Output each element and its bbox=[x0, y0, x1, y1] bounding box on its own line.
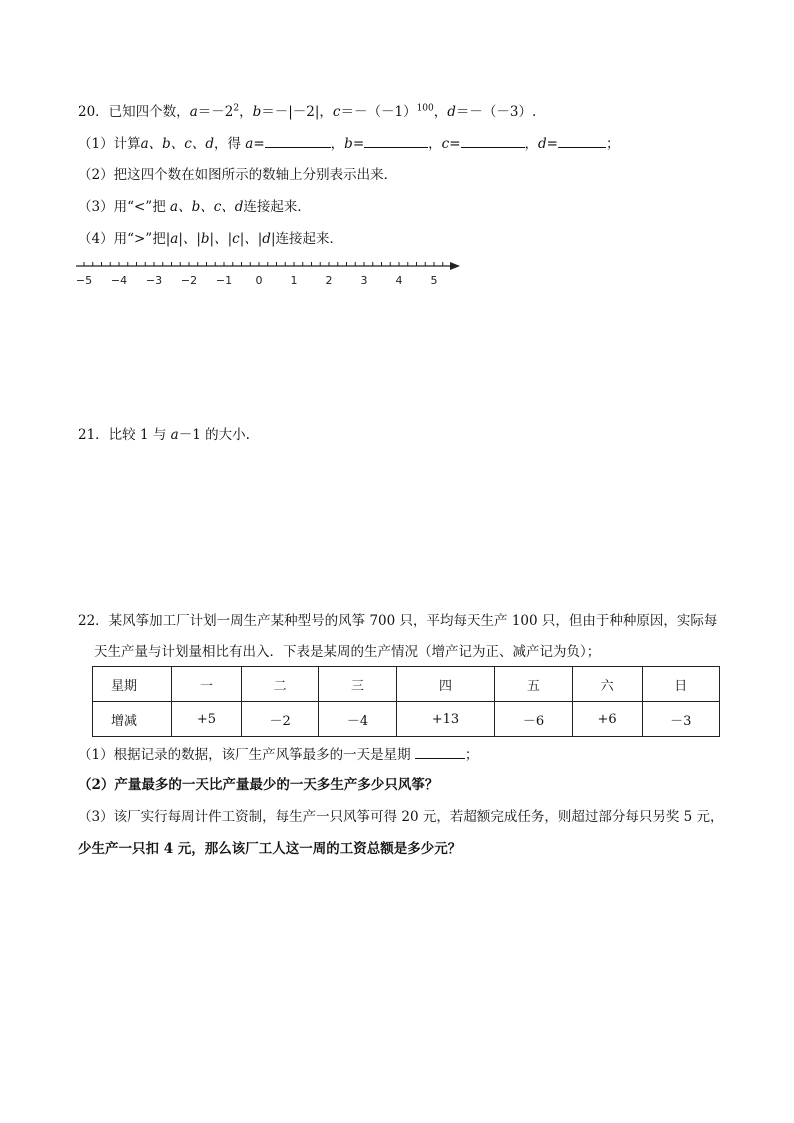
table-cell: +6 bbox=[572, 702, 642, 737]
var-c: c bbox=[441, 136, 450, 152]
q20-statement bbox=[78, 103, 536, 121]
q21-statement bbox=[78, 426, 250, 444]
table-header-cell: 日 bbox=[642, 667, 719, 702]
number-line-label: −1 bbox=[215, 274, 233, 287]
number-line-label: −2 bbox=[180, 274, 198, 287]
q20-p3-suffix: 连接起来． bbox=[243, 199, 311, 215]
comma: ， bbox=[433, 104, 448, 120]
q20-part4 bbox=[78, 230, 343, 248]
table-cell: 增减 bbox=[93, 702, 172, 737]
q22-part3-line1: （3）该厂实行每周计件工资制，每生产一只风筝可得 20 元，若超额完成任务，则超过部分每只另奖 5 元， bbox=[78, 809, 724, 825]
production-table bbox=[92, 666, 720, 737]
comma: ， bbox=[239, 104, 253, 120]
q22-line2: 天生产量与计划量相比有出入．下表是某周的生产情况（增产记为正、减产记为负）； bbox=[94, 644, 601, 660]
number-line-label: 0 bbox=[255, 274, 263, 287]
answer-blank-d[interactable] bbox=[558, 134, 606, 148]
table-header-cell: 四 bbox=[396, 667, 495, 702]
var-a: a bbox=[245, 136, 254, 152]
number-line-label: 2 bbox=[325, 274, 333, 287]
table-header-cell: 三 bbox=[319, 667, 396, 702]
table-cell: －6 bbox=[495, 702, 572, 737]
number-line-label: 5 bbox=[430, 274, 438, 287]
a-exponent: 2 bbox=[233, 103, 240, 114]
c-definition: ＝－（－1） bbox=[340, 104, 417, 120]
var-a: a bbox=[189, 104, 198, 120]
c-exponent: 100 bbox=[416, 103, 434, 114]
number-line-label: −5 bbox=[75, 274, 93, 287]
q20-part2: （2）把这四个数在如图所示的数轴上分别表示出来． bbox=[78, 167, 398, 183]
d-definition: ＝－（－3）. bbox=[455, 104, 537, 120]
number-line-label: 4 bbox=[395, 274, 403, 287]
q20-p1-mid: ，得 bbox=[214, 136, 241, 152]
q22-part3-line2: 少生产一只扣 4 元，那么该厂工人这一周的工资总额是多少元？ bbox=[78, 841, 462, 857]
q20-intro: 20．已知四个数， bbox=[78, 104, 190, 120]
q20-p1-vars: a、b、c、d bbox=[140, 136, 214, 152]
table-cell: －2 bbox=[242, 702, 319, 737]
q22-part2: （2）产量最多的一天比产量最少的一天多生产多少只风筝？ bbox=[78, 777, 439, 793]
table-cell: +5 bbox=[172, 702, 242, 737]
q21-prefix: 21．比较 1 与 bbox=[78, 427, 167, 443]
b-definition: ＝－|－2|， bbox=[261, 104, 333, 120]
var-d: d bbox=[447, 104, 456, 120]
q22-line1: 22．某风筝加工厂计划一周生产某种型号的风筝 700 只，平均每天生产 100 只，但由于种种原因，实际每 bbox=[78, 613, 718, 629]
q20-p4-prefix: （4）用“>”把 bbox=[78, 231, 166, 247]
table-header-cell: 二 bbox=[242, 667, 319, 702]
q22-p1-text: （1）根据记录的数据，该厂生产风筝最多的一天是星期 bbox=[78, 747, 411, 763]
q22-p1-end: ； bbox=[464, 747, 479, 763]
var-c: c bbox=[332, 104, 341, 120]
answer-blank-c[interactable] bbox=[461, 134, 525, 148]
number-line-label: −3 bbox=[145, 274, 163, 287]
q20-part3 bbox=[78, 198, 311, 216]
var-b: b bbox=[252, 104, 262, 120]
answer-blank-b[interactable] bbox=[364, 134, 428, 148]
answer-blank-weekday[interactable] bbox=[415, 745, 465, 759]
table-header-cell: 一 bbox=[172, 667, 242, 702]
number-line-label: 1 bbox=[290, 274, 298, 287]
q20-p1-prefix: （1）计算 bbox=[78, 136, 141, 152]
number-line-arrow-icon bbox=[450, 262, 460, 270]
table-cell: +13 bbox=[396, 702, 495, 737]
q22-part1 bbox=[78, 745, 478, 764]
number-line-label: −4 bbox=[110, 274, 128, 287]
q20-p3-vars: a、b、c、d bbox=[170, 199, 244, 215]
q20-p4-suffix: 连接起来． bbox=[275, 231, 343, 247]
table-header-cell: 五 bbox=[495, 667, 572, 702]
var-b: b bbox=[344, 136, 353, 152]
a-definition: ＝－2 bbox=[197, 104, 234, 120]
table-cell: －4 bbox=[319, 702, 396, 737]
var-d: d bbox=[538, 136, 547, 152]
number-line bbox=[70, 256, 470, 296]
table-header-cell: 六 bbox=[572, 667, 642, 702]
q21-var-a: a bbox=[170, 427, 179, 443]
q20-part1: （1）计算a、b、c、d，得 a= ，b= ，c= ，d= ； bbox=[78, 136, 620, 152]
q20-p1-end: ； bbox=[605, 136, 620, 152]
q20-p3-prefix: （3）用“<”把 bbox=[78, 199, 166, 215]
table-header-cell: 星期 bbox=[93, 667, 172, 702]
number-line-label: 3 bbox=[360, 274, 368, 287]
table-header-row bbox=[93, 667, 720, 702]
q21-suffix: －1 的大小. bbox=[178, 427, 250, 443]
table-cell: －3 bbox=[642, 702, 719, 737]
table-row bbox=[93, 702, 720, 737]
answer-blank-a[interactable] bbox=[265, 134, 331, 148]
q20-p4-abs-values: |a|、|b|、|c|、|d| bbox=[165, 231, 276, 247]
